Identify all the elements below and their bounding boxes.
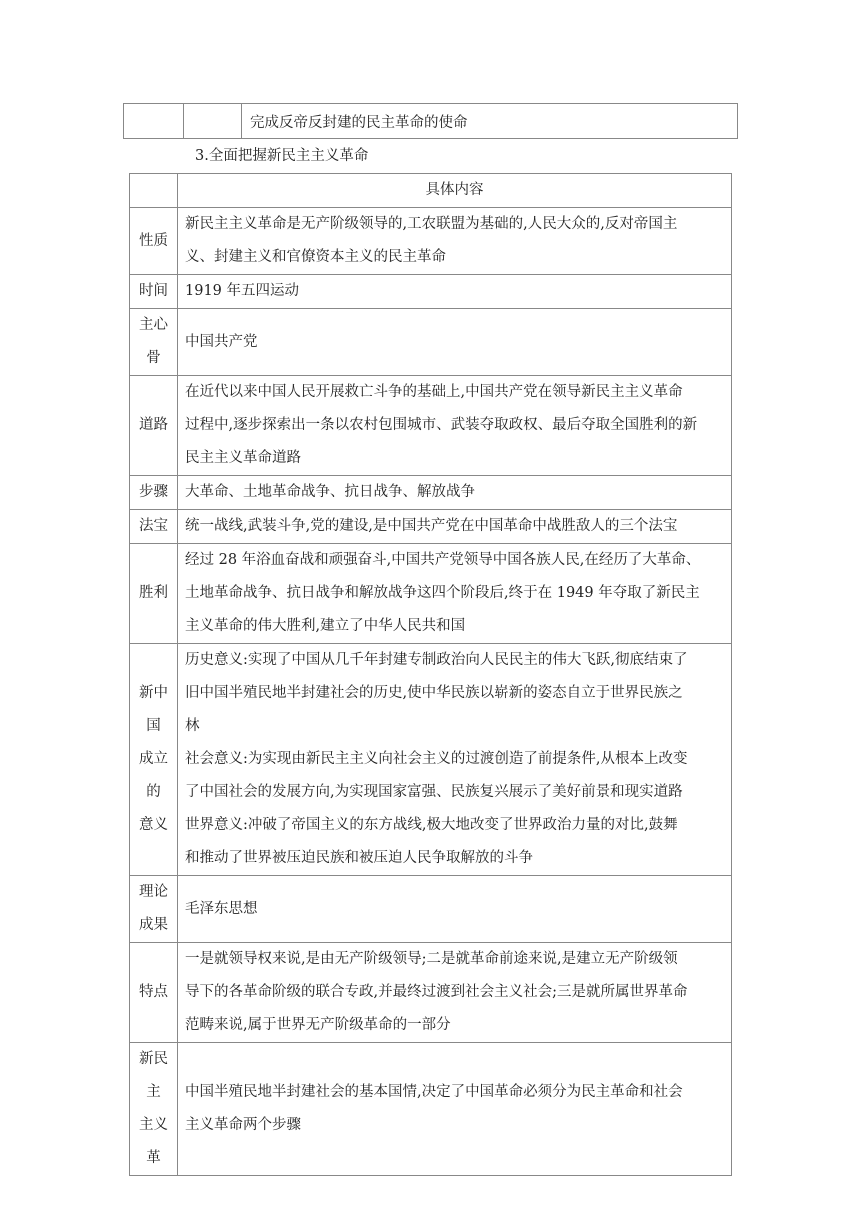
content-line: 世界意义:冲破了帝国主义的东方战线,极大地改变了世界政治力量的对比,鼓舞 [185,817,678,833]
content-line: 义、封建主义和官僚资本主义的民主革命 [185,249,446,265]
row-content [178,644,732,876]
content-line: 社会意义:为实现由新民主主义向社会主义的过渡创造了前提条件,从根本上改变 [185,751,688,767]
label-line: 理论 [139,884,168,900]
label-line: 成果 [139,917,168,933]
content-line: 导下的各革命阶级的联合专政,并最终过渡到社会主义社会;三是就所属世界革命 [185,984,688,1000]
label-line: 新民主 [139,1051,168,1100]
row-label: 胜利 [130,544,178,644]
row-label: 道路 [130,376,178,476]
table-row [130,208,732,275]
table-row [130,644,732,876]
content-line: 主义革命的伟大胜利,建立了中华人民共和国 [185,618,466,634]
top-table-cell-content: 完成反帝反封建的民主革命的使命 [242,104,738,139]
row-content [178,208,732,275]
row-label [130,876,178,943]
row-content [178,544,732,644]
main-table [129,173,732,1176]
content-line: 主义革命两个步骤 [185,1117,301,1133]
content-line: 林 [185,718,200,734]
content-line: 旧中国半殖民地半封建社会的历史,使中华民族以崭新的姿态自立于世界民族之 [185,685,683,701]
row-label [130,644,178,876]
content-line: 和推动了世界被压迫民族和被压迫人民争取解放的斗争 [185,850,533,866]
table-row [130,1043,732,1176]
row-label: 性质 [130,208,178,275]
content-line: 了中国社会的发展方向,为实现国家富强、民族复兴展示了美好前景和现实道路 [185,784,683,800]
label-line: 新中国 [139,685,168,734]
row-content [178,376,732,476]
table-header-row [130,174,732,208]
content-line: 民主主义革命道路 [185,450,301,466]
content-line: 中国半殖民地半封建社会的基本国情,决定了中国革命必须分为民主革命和社会 [185,1084,683,1100]
content-line: 毛泽东思想 [185,900,258,917]
row-label: 主心骨 [130,309,178,376]
row-content [178,476,732,510]
table-row [130,544,732,644]
row-content [178,943,732,1043]
row-content [178,275,732,309]
top-table-cell-1 [124,104,184,139]
top-table-cell-2 [184,104,242,139]
content-line: 经过 28 年浴血奋战和顽强奋斗,中国共产党领导中国各族人民,在经历了大革命、 [185,552,701,568]
header-content-cell: 具体内容 [178,174,732,208]
row-content [178,876,732,943]
row-content [178,510,732,544]
content-line: 大革命、土地革命战争、抗日战争、解放战争 [185,484,475,500]
content-line: 土地革命战争、抗日战争和解放战争这四个阶段后,终于在 1949 年夺取了新民主 [185,585,700,601]
content-line: 新民主主义革命是无产阶级领导的,工农联盟为基础的,人民大众的,反对帝国主 [185,216,678,232]
table-row [130,309,732,376]
content-line: 统一战线,武装斗争,党的建设,是中国共产党在中国革命中战胜敌人的三个法宝 [185,518,678,534]
label-line: 成立的 [139,751,168,800]
content-line: 一是就领导权来说,是由无产阶级领导;二是就革命前途来说,是建立无产阶级领 [185,951,678,967]
header-label-cell [130,174,178,208]
table-row [130,510,732,544]
content-line: 范畴来说,属于世界无产阶级革命的一部分 [185,1017,451,1033]
row-label [130,1043,178,1176]
table-row [130,876,732,943]
content-line: 1919 年五四运动 [185,283,300,299]
table-row [130,943,732,1043]
table-row [130,376,732,476]
section-title: 3.全面把握新民主主义革命 [195,148,369,164]
content-line: 历史意义:实现了中国从几千年封建专制政治向人民民主的伟大飞跃,彻底结束了 [185,652,688,668]
content-line: 在近代以来中国人民开展救亡斗争的基础上,中国共产党在领导新民主主义革命 [185,384,683,400]
row-content [178,1043,732,1176]
label-line: 意义 [139,817,168,833]
row-content [178,309,732,376]
content-line: 中国共产党 [185,333,258,350]
row-label: 步骤 [130,476,178,510]
top-table [123,103,738,139]
table-row [124,104,738,139]
row-label: 法宝 [130,510,178,544]
content-line: 过程中,逐步探索出一条以农村包围城市、武装夺取政权、最后夺取全国胜利的新 [185,417,698,433]
label-line: 主义革 [139,1117,168,1166]
table-row [130,275,732,309]
row-label: 特点 [130,943,178,1043]
table-row [130,476,732,510]
row-label: 时间 [130,275,178,309]
